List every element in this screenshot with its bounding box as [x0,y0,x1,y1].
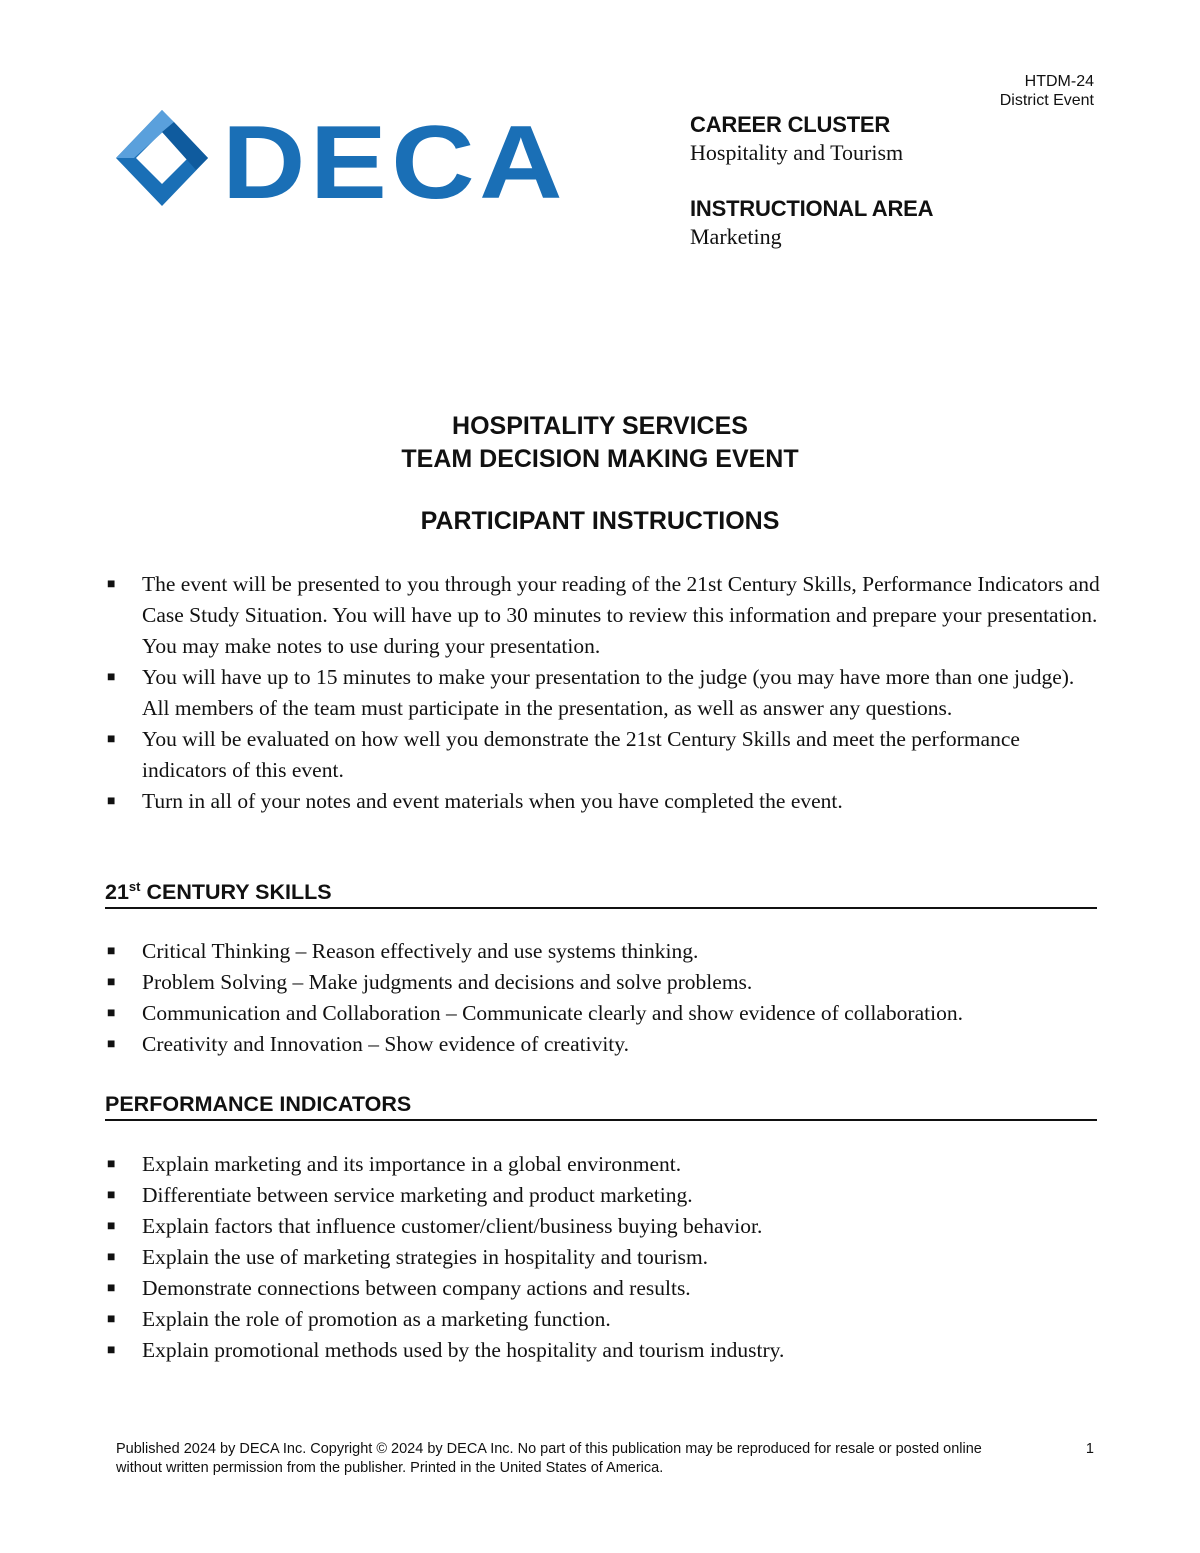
bullet-icon: ■ [107,1157,116,1172]
instruction-item-text: Turn in all of your notes and event materials when you have completed the event. [142,789,843,813]
performance-indicator-item-text: Explain promotional methods used by the hospitality and tourism industry. [142,1338,785,1362]
title-line-3: PARTICIPANT INSTRUCTIONS [420,507,780,535]
skills-heading-number: 21 [105,880,129,904]
career-cluster-label: CAREER CLUSTER [690,112,891,137]
performance-indicator-item [105,1180,1100,1211]
bullet-icon: ■ [107,1250,116,1265]
skill-item-text: Communication and Collaboration – Communicate clearly and show evidence of collaboration. [142,1001,963,1025]
performance-indicator-item [105,1273,1100,1304]
page-number: 1 [1085,1441,1094,1457]
bullet-icon: ■ [107,975,116,990]
instruction-item [105,724,1100,786]
instructional-area-label: INSTRUCTIONAL AREA [690,196,934,221]
performance-indicator-item [105,1335,1100,1366]
title-line-1: HOSPITALITY SERVICES [452,412,748,440]
instruction-item-text: You will have up to 15 minutes to make your presentation to the judge (you may have more than one judge). All members of the team must participate in the presentation, as well as answer any questions. [142,665,1075,720]
career-cluster-value: Hospitality and Tourism [690,140,904,165]
bullet-icon: ■ [107,1006,116,1021]
deca-diamond-icon [116,110,208,206]
deca-logo [114,108,574,208]
participant-instructions-list [105,569,1100,817]
footer-copyright: Published 2024 by DECA Inc. Copyright © 2024 by DECA Inc. No part of this publication may be reproduced for resale or posted online without written permission from the publisher. Printed in the United States of America. [116,1441,982,1476]
title-line-2: TEAM DECISION MAKING EVENT [401,445,799,473]
performance-indicator-item-text: Explain the use of marketing strategies in hospitality and tourism. [142,1245,709,1269]
bullet-icon: ■ [107,577,116,592]
event-type: District Event [999,92,1094,109]
bullet-icon: ■ [107,1188,116,1203]
deca-wordmark: DECA [222,108,567,208]
skill-item [105,1029,1100,1060]
performance-indicator-item [105,1149,1100,1180]
skill-item [105,998,1100,1029]
skills-heading [105,879,1097,909]
skill-item-text: Problem Solving – Make judgments and decisions and solve problems. [142,970,753,994]
bullet-icon: ■ [107,732,116,747]
performance-indicator-item-text: Differentiate between service marketing and product marketing. [142,1183,693,1207]
skill-item [105,967,1100,998]
skill-item-text: Critical Thinking – Reason effectively and use systems thinking. [142,939,699,963]
bullet-icon: ■ [107,794,116,809]
performance-indicator-item-text: Explain marketing and its importance in a global environment. [142,1152,682,1176]
performance-indicator-item-text: Explain factors that influence customer/client/business buying behavior. [142,1214,763,1238]
skills-heading-suffix: st [128,878,141,894]
document-code: HTDM-24 [1024,73,1094,90]
skill-item [105,936,1100,967]
bullet-icon: ■ [107,1219,116,1234]
instruction-item [105,786,1100,817]
skill-item-text: Creativity and Innovation – Show evidence of creativity. [142,1032,629,1056]
performance-indicator-item [105,1304,1100,1335]
skills-heading-text: CENTURY SKILLS [140,880,332,904]
bullet-icon: ■ [107,1312,116,1327]
instruction-item [105,569,1100,662]
skills-list [105,936,1100,1060]
bullet-icon: ■ [107,670,116,685]
performance-indicators-heading: PERFORMANCE INDICATORS [105,1091,1097,1121]
performance-indicator-item-text: Demonstrate connections between company actions and results. [142,1276,691,1300]
performance-indicator-item-text: Explain the role of promotion as a marketing function. [142,1307,611,1331]
performance-indicators-list [105,1149,1100,1366]
bullet-icon: ■ [107,1281,116,1296]
document-code-block [1000,72,1094,110]
instructional-area-value: Marketing [690,224,782,249]
performance-indicator-item [105,1242,1100,1273]
bullet-icon: ■ [107,1343,116,1358]
instruction-item-text: The event will be presented to you through your reading of the 21st Century Skills, Performance Indicators and Case Study Situation. You will have up to 30 minutes to review this information and prepare your presentation. You may make notes to use during your presentation. [142,572,1100,658]
performance-indicator-item [105,1211,1100,1242]
page-title [0,410,1200,538]
bullet-icon: ■ [107,1037,116,1052]
instruction-item-text: You will be evaluated on how well you demonstrate the 21st Century Skills and meet the performance indicators of this event. [142,727,1020,782]
event-meta [690,112,933,280]
instruction-item [105,662,1100,724]
bullet-icon: ■ [107,944,116,959]
